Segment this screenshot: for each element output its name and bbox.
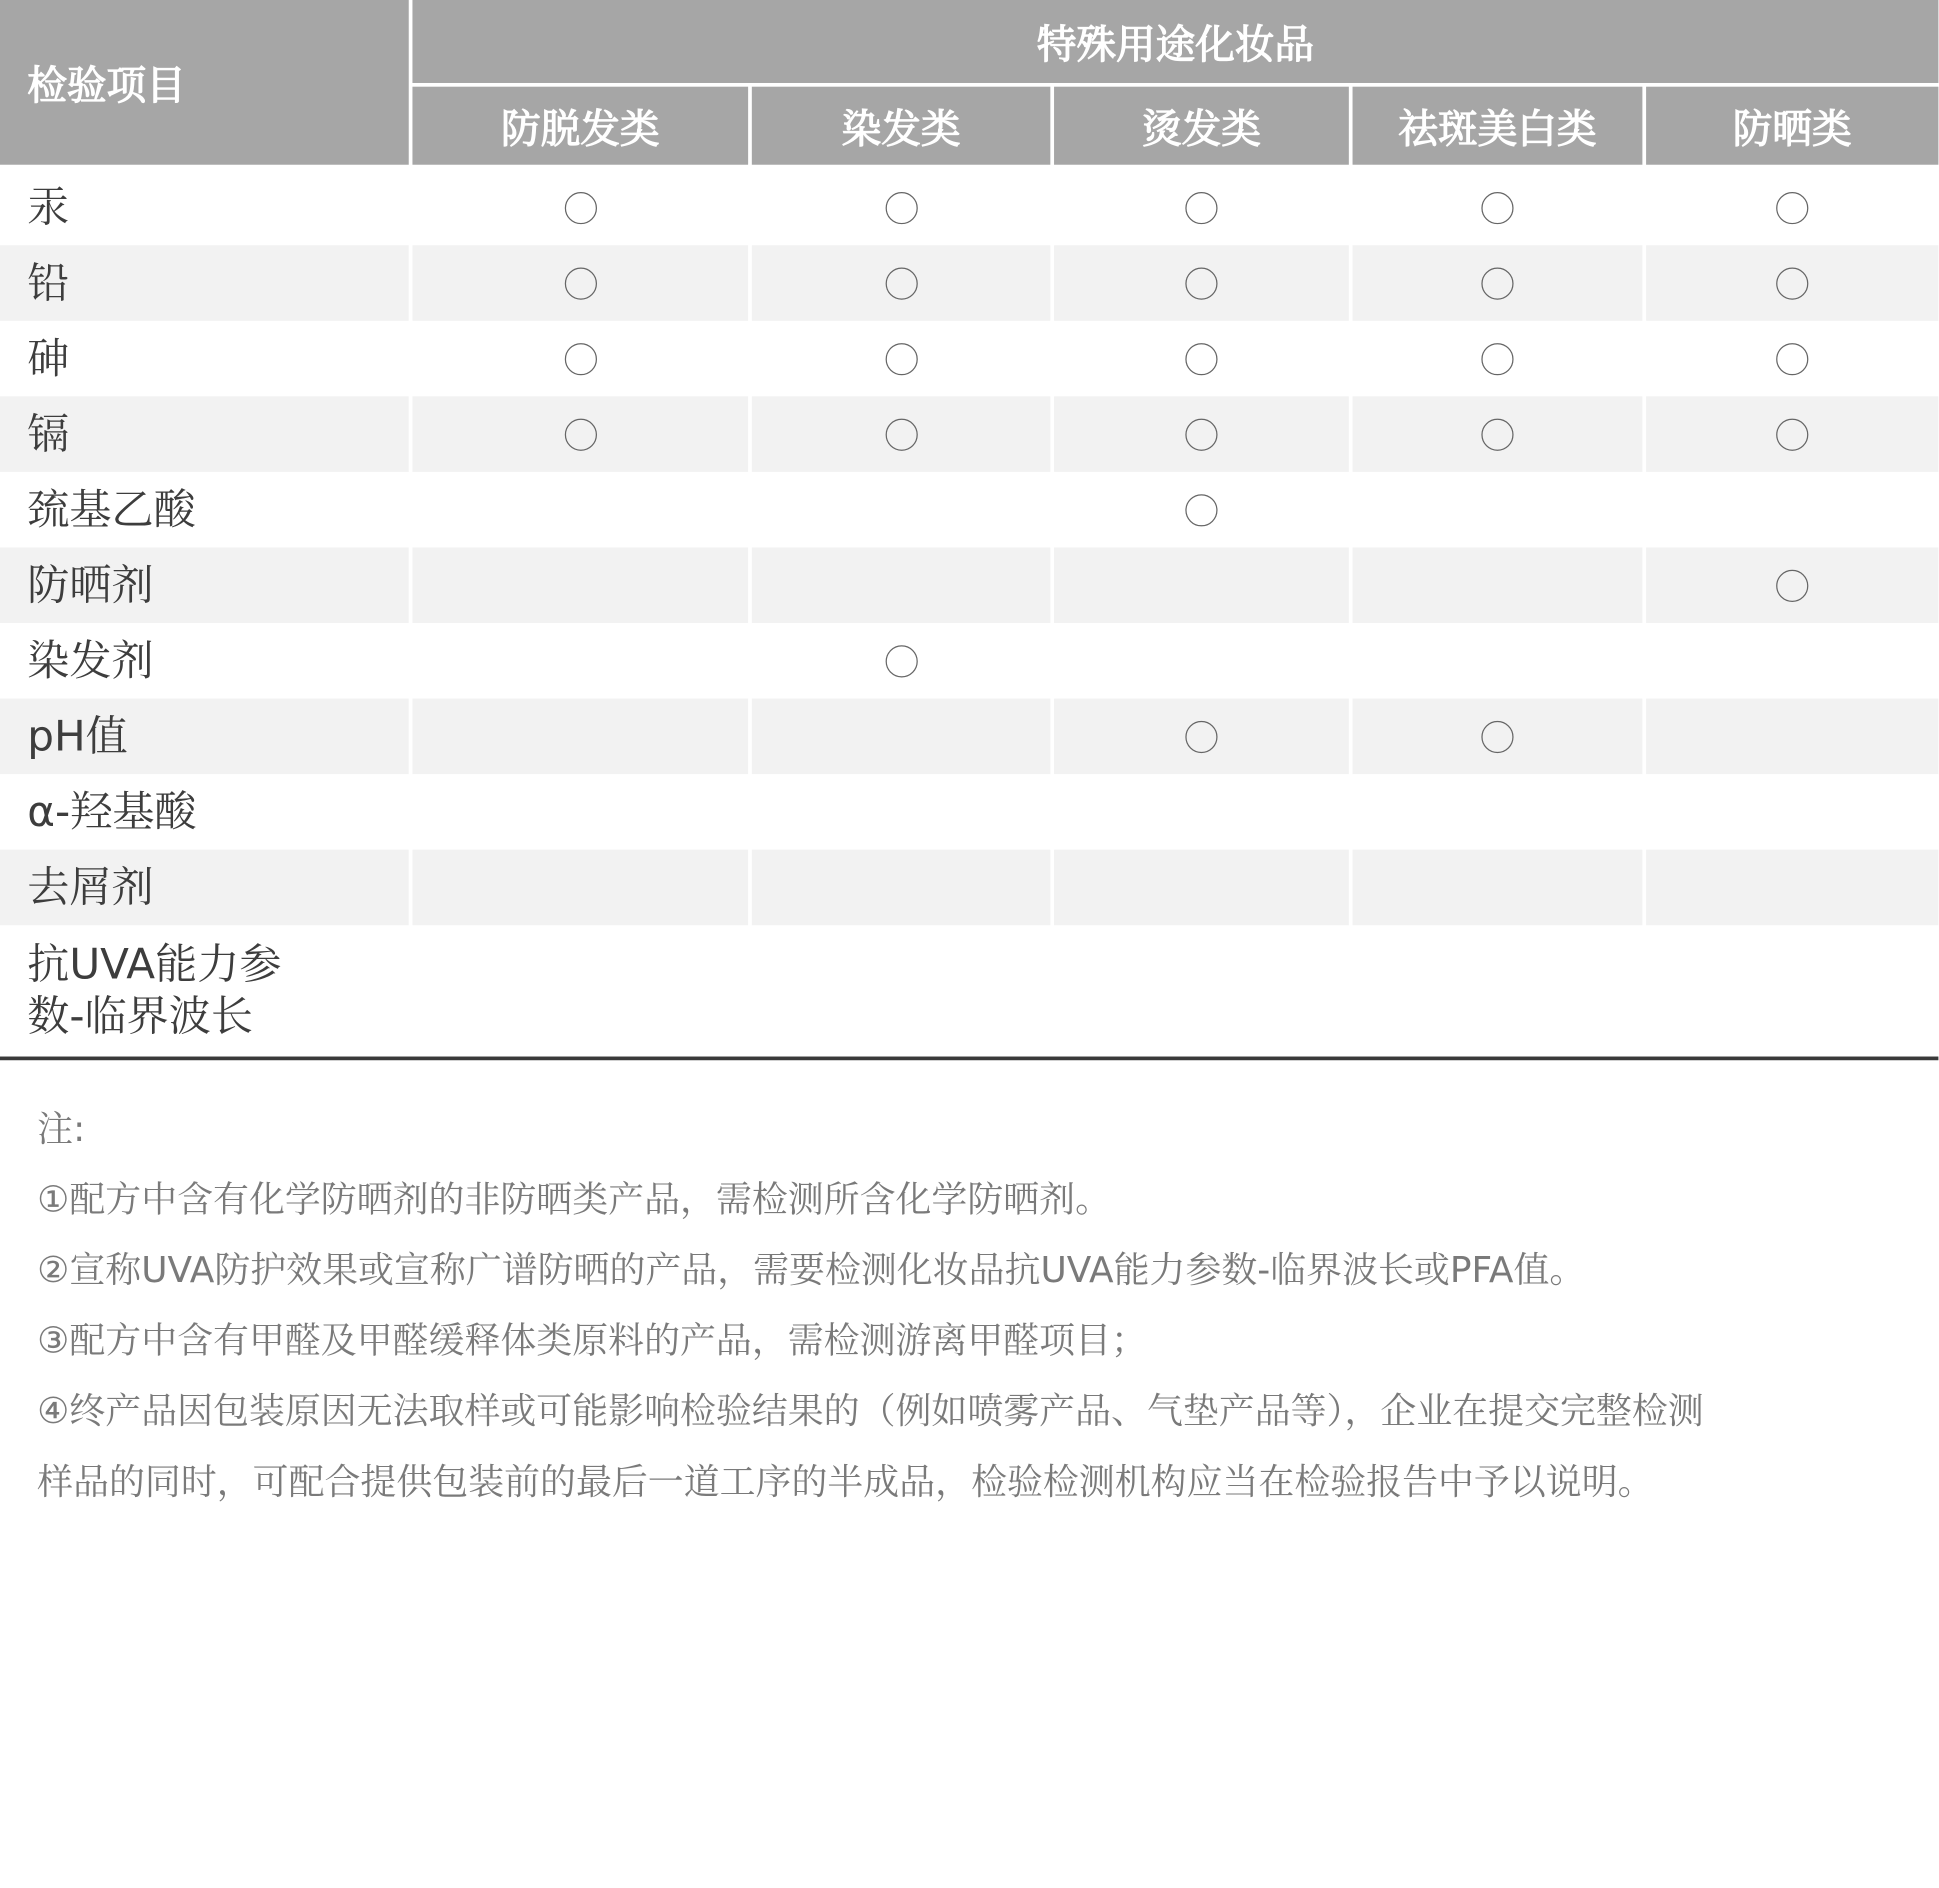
mark-cell <box>1646 321 1938 397</box>
row-header-label: 检验项目 <box>27 61 186 109</box>
mark-cell <box>1646 245 1938 321</box>
column-header-label: 防晒类 <box>1732 104 1852 152</box>
item-name-cell <box>0 925 409 1055</box>
item-name: 防晒剂 <box>27 560 154 611</box>
mark-cell <box>1646 774 1938 850</box>
required-circle-icon <box>1776 267 1808 299</box>
item-name: pH值 <box>27 711 128 762</box>
item-name: 砷 <box>27 333 70 384</box>
mark-cell <box>752 321 1051 397</box>
mark-cell <box>412 321 748 397</box>
item-name-cell <box>0 623 409 699</box>
mark-cell <box>752 774 1051 850</box>
mark-cell <box>412 774 748 850</box>
required-circle-icon <box>1185 720 1217 752</box>
mark-cell <box>1054 472 1349 548</box>
mark-cell <box>1353 774 1643 850</box>
item-name-cell <box>0 472 409 548</box>
item-name: 汞 <box>27 182 70 233</box>
mark-cell <box>1054 245 1349 321</box>
row-header-cell <box>0 0 409 165</box>
mark-cell <box>1353 245 1643 321</box>
mark-cell <box>412 245 748 321</box>
mark-cell <box>1054 850 1349 926</box>
item-name-line: 数-临界波长 <box>27 991 254 1042</box>
table-row <box>0 321 1938 397</box>
column-header-sunscreen <box>1646 87 1938 165</box>
item-name: 铅 <box>27 258 70 308</box>
column-header-anti-hair-loss <box>412 87 748 165</box>
table-row <box>0 774 1938 850</box>
mark-cell <box>1646 699 1938 775</box>
required-circle-icon <box>885 645 917 677</box>
table-row <box>0 925 1938 1055</box>
item-name-cell <box>0 245 409 321</box>
table-row <box>0 699 1938 775</box>
item-name-cell <box>0 850 409 926</box>
required-circle-icon <box>1185 267 1217 299</box>
required-circle-icon <box>564 191 596 223</box>
mark-cell <box>1353 396 1643 472</box>
item-name-cell <box>0 321 409 397</box>
column-header-hair-dye <box>752 87 1051 165</box>
column-header-label: 防脱发类 <box>500 104 660 152</box>
table-row <box>0 472 1938 548</box>
mark-cell <box>412 170 748 246</box>
mark-cell <box>1646 472 1938 548</box>
column-header-perm <box>1054 87 1349 165</box>
required-circle-icon <box>1185 191 1217 223</box>
required-circle-icon <box>1185 418 1217 450</box>
note-item-4: ④终产品因包装原因无法取样或可能影响检验结果的（例如喷雾产品、气垫产品等），企业在提交完整检测 <box>37 1389 1704 1432</box>
mark-cell <box>752 170 1051 246</box>
mark-cell <box>752 699 1051 775</box>
required-circle-icon <box>564 342 596 374</box>
mark-cell <box>752 472 1051 548</box>
column-header-label: 烫发类 <box>1141 104 1261 152</box>
item-name-multiline <box>27 938 281 1042</box>
table-row <box>0 245 1938 321</box>
mark-cell <box>412 623 748 699</box>
table-row <box>0 623 1938 699</box>
group-header-cell <box>412 0 1938 83</box>
mark-cell <box>1353 623 1643 699</box>
item-name-cell <box>0 699 409 775</box>
mark-cell <box>1646 925 1938 1055</box>
mark-cell <box>752 396 1051 472</box>
required-circle-icon <box>1776 569 1808 601</box>
required-circle-icon <box>1776 418 1808 450</box>
item-name: 镉 <box>27 409 70 459</box>
column-header-label: 祛斑美白类 <box>1398 104 1597 152</box>
required-circle-icon <box>1481 267 1513 299</box>
note-item-4-continued: 样品的同时，可配合提供包装前的最后一道工序的半成品，检验检测机构应当在检验报告中予以说明。 <box>37 1460 1654 1503</box>
mark-cell <box>1054 170 1349 246</box>
column-header-label: 染发类 <box>841 104 961 152</box>
item-name-cell <box>0 170 409 246</box>
notes-title: 注: <box>37 1107 86 1150</box>
column-header-whitening <box>1353 87 1643 165</box>
item-name-cell <box>0 774 409 850</box>
mark-cell <box>752 850 1051 926</box>
mark-cell <box>752 245 1051 321</box>
mark-cell <box>412 472 748 548</box>
note-item-2: ②宣称UVA防护效果或宣称广谱防晒的产品，需要检测化妆品抗UVA能力参数-临界波长或PFA值。 <box>37 1248 1586 1291</box>
mark-cell <box>752 623 1051 699</box>
mark-cell <box>412 547 748 623</box>
table-row <box>0 396 1938 472</box>
mark-cell <box>752 547 1051 623</box>
mark-cell <box>1054 321 1349 397</box>
mark-cell <box>1054 396 1349 472</box>
mark-cell <box>1646 547 1938 623</box>
item-name-line: 抗UVA能力参 <box>27 939 282 990</box>
mark-cell <box>1646 623 1938 699</box>
table-row <box>0 170 1938 246</box>
table-row <box>0 850 1938 926</box>
mark-cell <box>1646 170 1938 246</box>
mark-cell <box>412 396 748 472</box>
mark-cell <box>1054 925 1349 1055</box>
mark-cell <box>1353 925 1643 1055</box>
required-circle-icon <box>564 418 596 450</box>
mark-cell <box>1054 699 1349 775</box>
mark-cell <box>1646 396 1938 472</box>
group-header-label: 特殊用途化妆品 <box>1036 20 1315 68</box>
required-circle-icon <box>1185 494 1217 526</box>
required-circle-icon <box>564 267 596 299</box>
required-circle-icon <box>1481 418 1513 450</box>
item-name: 巯基乙酸 <box>27 484 196 535</box>
required-circle-icon <box>1481 720 1513 752</box>
mark-cell <box>752 925 1051 1055</box>
required-circle-icon <box>885 191 917 223</box>
mark-cell <box>412 699 748 775</box>
mark-cell <box>1054 774 1349 850</box>
required-circle-icon <box>885 267 917 299</box>
item-name-cell <box>0 547 409 623</box>
item-name-cell <box>0 396 409 472</box>
item-name: 去屑剂 <box>27 862 154 913</box>
mark-cell <box>412 850 748 926</box>
mark-cell <box>412 925 748 1055</box>
required-circle-icon <box>885 418 917 450</box>
mark-cell <box>1054 547 1349 623</box>
required-circle-icon <box>1185 342 1217 374</box>
mark-cell <box>1353 547 1643 623</box>
table-row <box>0 547 1938 623</box>
mark-cell <box>1353 699 1643 775</box>
required-circle-icon <box>1776 191 1808 223</box>
mark-cell <box>1353 472 1643 548</box>
required-circle-icon <box>1481 191 1513 223</box>
mark-cell <box>1353 850 1643 926</box>
note-item-3: ③配方中含有甲醛及甲醛缓释体类原料的产品，需检测游离甲醛项目； <box>37 1319 1147 1362</box>
required-circle-icon <box>1776 342 1808 374</box>
required-circle-icon <box>885 342 917 374</box>
mark-cell <box>1353 170 1643 246</box>
item-name: α-羟基酸 <box>27 787 197 837</box>
mark-cell <box>1353 321 1643 397</box>
required-circle-icon <box>1481 342 1513 374</box>
table-bottom-rule <box>0 1057 1938 1061</box>
item-name: 染发剂 <box>27 636 154 686</box>
mark-cell <box>1054 623 1349 699</box>
note-item-1: ①配方中含有化学防晒剂的非防晒类产品，需检测所含化学防晒剂。 <box>37 1177 1112 1221</box>
mark-cell <box>1646 850 1938 926</box>
